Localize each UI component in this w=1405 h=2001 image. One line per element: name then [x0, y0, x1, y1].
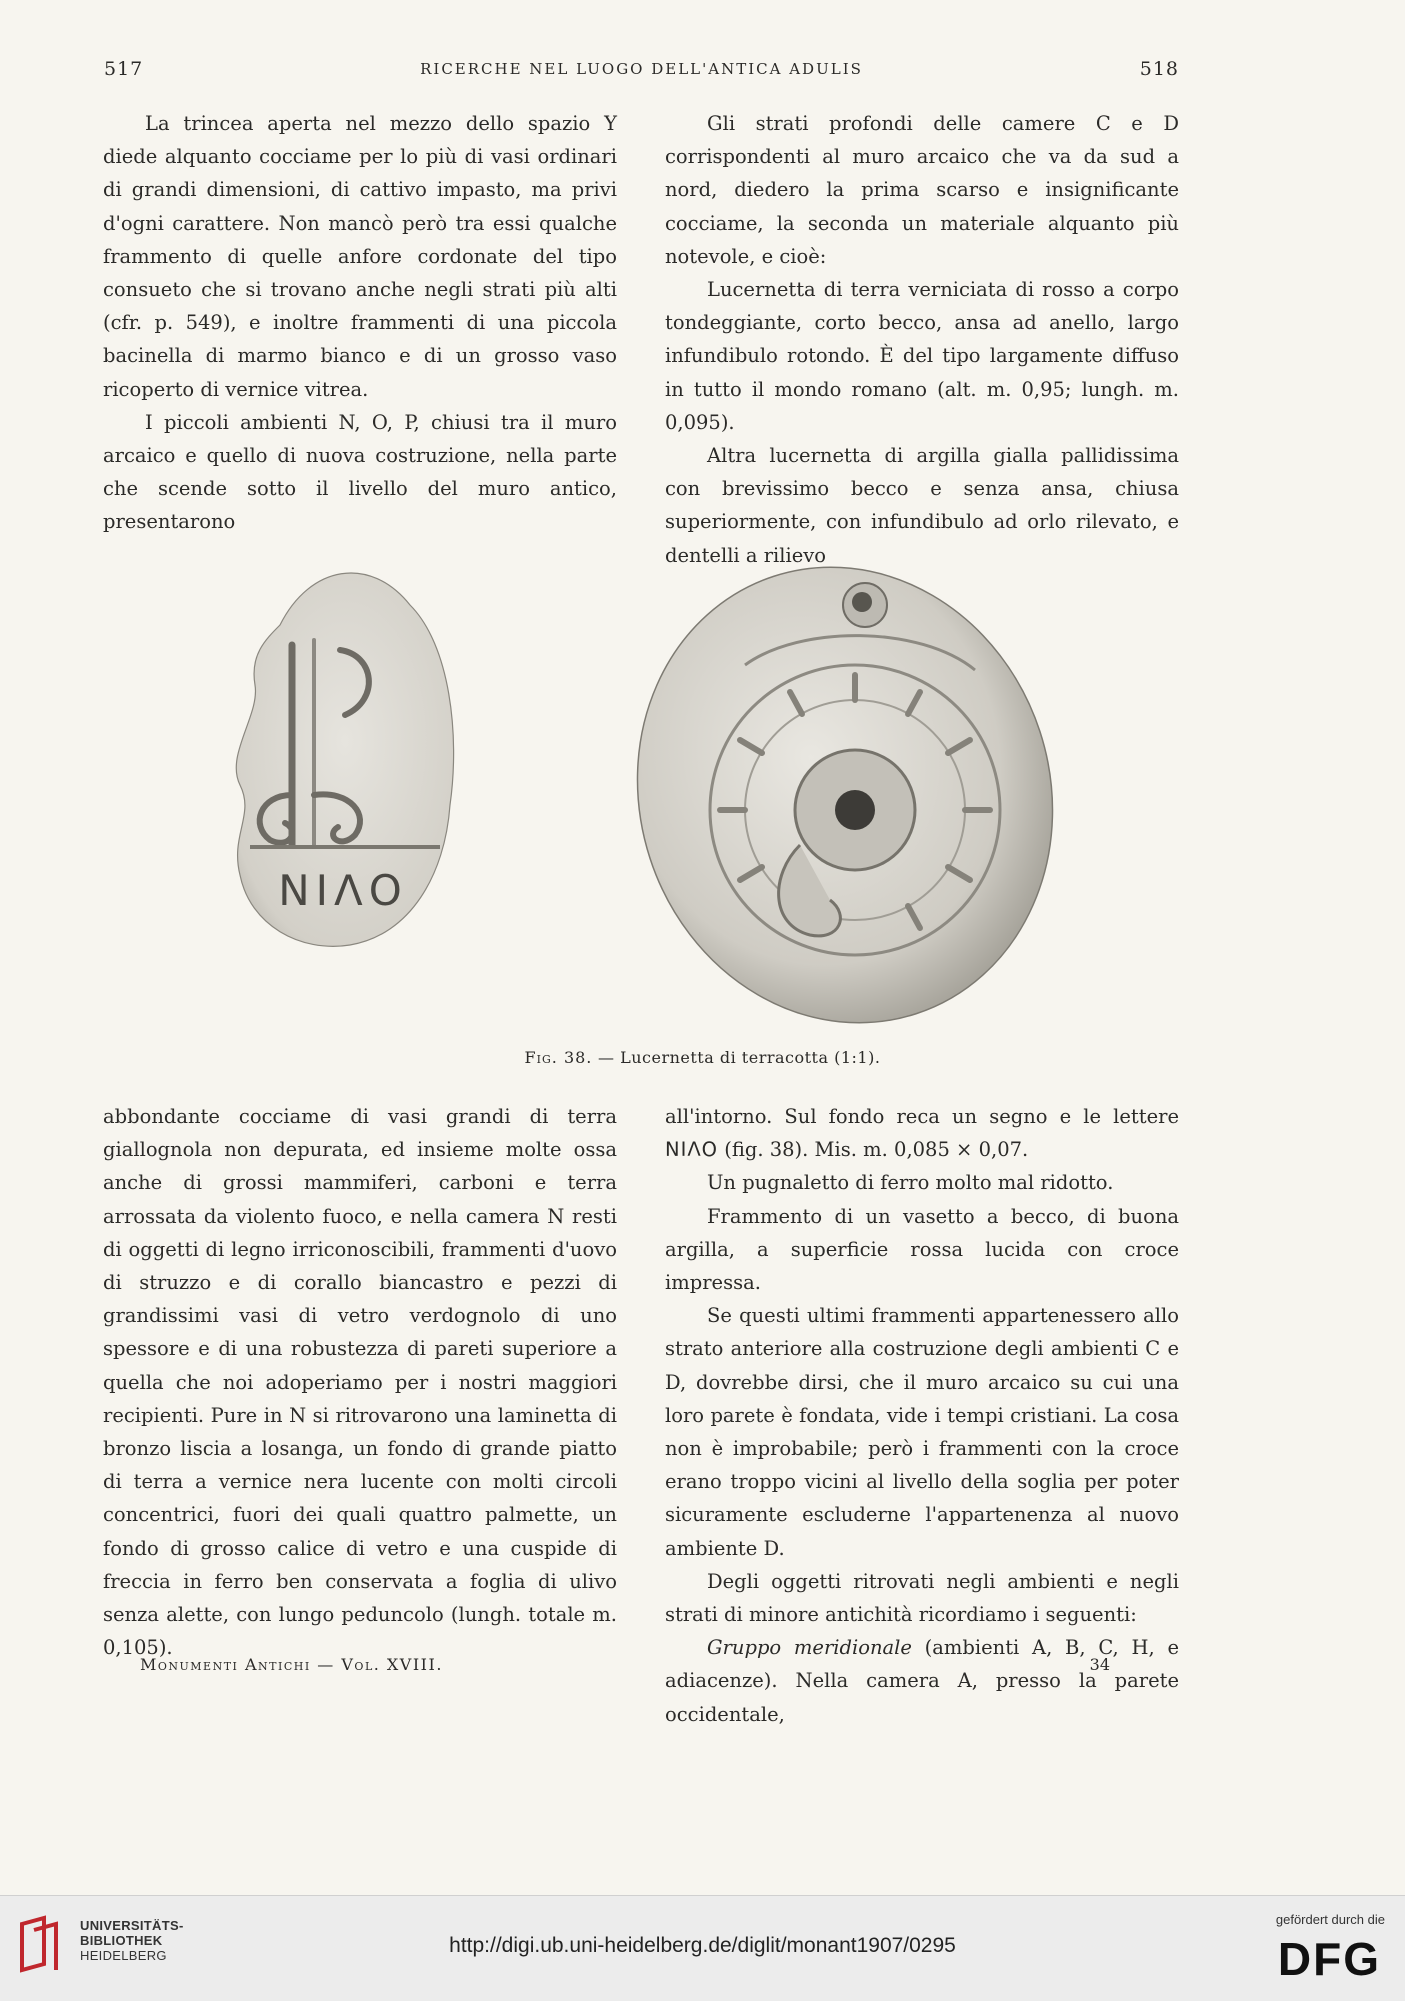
digital-copy-link[interactable]: http://digi.ub.uni-heidelberg.de/diglit/monant1907/0295 — [449, 1934, 956, 1957]
lamp-inscription: ΝΙΛΟ — [278, 866, 408, 915]
text-run: (fig. 38). Mis. m. 0,085 × 0,07. — [718, 1138, 1029, 1162]
paragraph — [665, 1631, 1179, 1731]
series-title: Monumenti Antichi — Vol. XVIII. — [140, 1655, 443, 1674]
dfg-logo: DFG — [1277, 1933, 1381, 1985]
paragraph: Gli strati profondi delle camere C e D corrispondenti al muro arcaico che va da sud a nord, diedero la prima scarso e insignificante cocciame, la seconda un materiale alquanto più notevole, e cioè: — [665, 112, 1179, 268]
running-title: RICERCHE NEL LUOGO DELL'ANTICA ADULIS — [420, 60, 863, 78]
library-name-line: UNIVERSITÄTS- — [80, 1918, 184, 1933]
paragraph — [665, 1100, 1179, 1166]
figure-38 — [200, 505, 1200, 1045]
lamp-top-view — [579, 513, 1111, 1045]
page-header — [104, 58, 1179, 88]
column-bottom-right — [665, 1100, 1179, 1731]
library-name-line: BIBLIOTHEK — [80, 1933, 163, 1948]
paragraph: Altra lucernetta di argilla gialla pallidissima con brevissimo becco e senza ansa, chiusa superiormente, con infundibulo ad orlo rilevato, e dentelli a rilievo — [665, 444, 1179, 567]
page-number-left: 517 — [104, 58, 144, 80]
figure-caption-text: — Lucernetta di terracotta (1:1). — [598, 1048, 881, 1067]
paragraph: Lucernetta di terra verniciata di rosso a corpo tondeggiante, corto becco, ansa ad anello, largo infundibulo rotondo. È del tipo largamente diffuso in tutto il mondo romano (alt. m. 0,95; lungh. m. 0,095). — [665, 278, 1179, 434]
signature-mark: 34 — [1089, 1655, 1110, 1674]
paragraph: Un pugnaletto di ferro molto mal ridotto. — [707, 1171, 1114, 1195]
paragraph: Se questi ultimi frammenti appartenessero allo strato anteriore alla costruzione degli ambienti C e D, dovrebbe dirsi, che il muro arcaico su cui una loro parete è fondata, vide i tempi cristiani. La cosa non è improbabile; però i frammenti con la croce erano troppo vicini al livello della soglia per poter sicuramente escluderne l'appartenenza al nuovo ambiente D. — [665, 1304, 1179, 1560]
library-name-line: HEIDELBERG — [80, 1948, 167, 1963]
column-bottom-left — [103, 1100, 617, 1664]
column-top-left — [103, 107, 617, 539]
paragraph: Degli oggetti ritrovati negli ambienti e negli strati di minore antichità ricordiamo i seguenti: — [665, 1569, 1179, 1627]
paragraph: I piccoli ambienti N, O, P, chiusi tra il muro arcaico e quello di nuova costruzione, nella parte che scende sotto il livello del muro antico, presentarono — [103, 410, 617, 534]
column-top-right — [665, 107, 1179, 572]
figure-caption — [0, 1048, 1405, 1067]
paragraph: abbondante cocciame di vasi grandi di terra giallognola non depurata, ed insieme molte ossa anche di grossi mammiferi, carboni e terra arrossata da violento fuoco, e nella camera N resti di oggetti di legno irriconoscibili, frammenti d'uovo di struzzo e di corallo biancastro e pezzi di grandissimi vasi di vetro verdognolo di uno spessore e di una robustezza di pareti superiore a quella che noi adoperiamo per i nostri maggiori recipienti. Pure in N si ritrovarono una laminetta di bronzo liscia a losanga, un fondo di grande piatto di terra a vernice nera lucente con molti circoli concentrici, fuori dei quali quattro palmette, un fondo di grosso calice di vetro e una cuspide di freccia in ferro ben conservata a foglia di ulivo senza alette, con lungo peduncolo (lungh. totale m. 0,105). — [103, 1105, 617, 1660]
greek-letters: ΝΙΛΟ — [665, 1138, 719, 1162]
paragraph: Frammento di un vasetto a becco, di buona argilla, a superficie rossa lucida con croce impressa. — [665, 1204, 1179, 1295]
figure-illustration — [200, 505, 1200, 1045]
text-run: all'intorno. Sul fondo reca un segno e le lettere — [665, 1105, 1179, 1128]
paragraph: La trincea aperta nel mezzo dello spazio Y diede alquanto cocciame per lo più di vasi ordinari di grandi dimensioni, di cattivo impasto, ma privi d'ogni carattere. Non mancò però tra essi qualche frammento di quelle anfore cordonate del tipo consueto che si trovano anche negli strati più alti (cfr. p. 549), e inoltre frammenti di una piccola bacinella di marmo bianco e di un grosso vaso ricoperto di vernice vitrea. — [103, 112, 617, 401]
figure-label: Fig. 38. — [524, 1048, 593, 1067]
digitization-banner — [0, 1895, 1405, 2001]
lamp-base-view — [236, 573, 453, 946]
page-number-right: 518 — [1139, 58, 1179, 80]
text-run: (ambienti A, B, C, H, e adiacenze). Nella camera A, presso la parete occidentale, — [665, 1636, 1179, 1726]
funded-by-label: gefördert durch die — [1275, 1912, 1385, 1927]
page-footer — [140, 1655, 1140, 1681]
section-heading-italic: Gruppo meridionale — [707, 1636, 912, 1660]
